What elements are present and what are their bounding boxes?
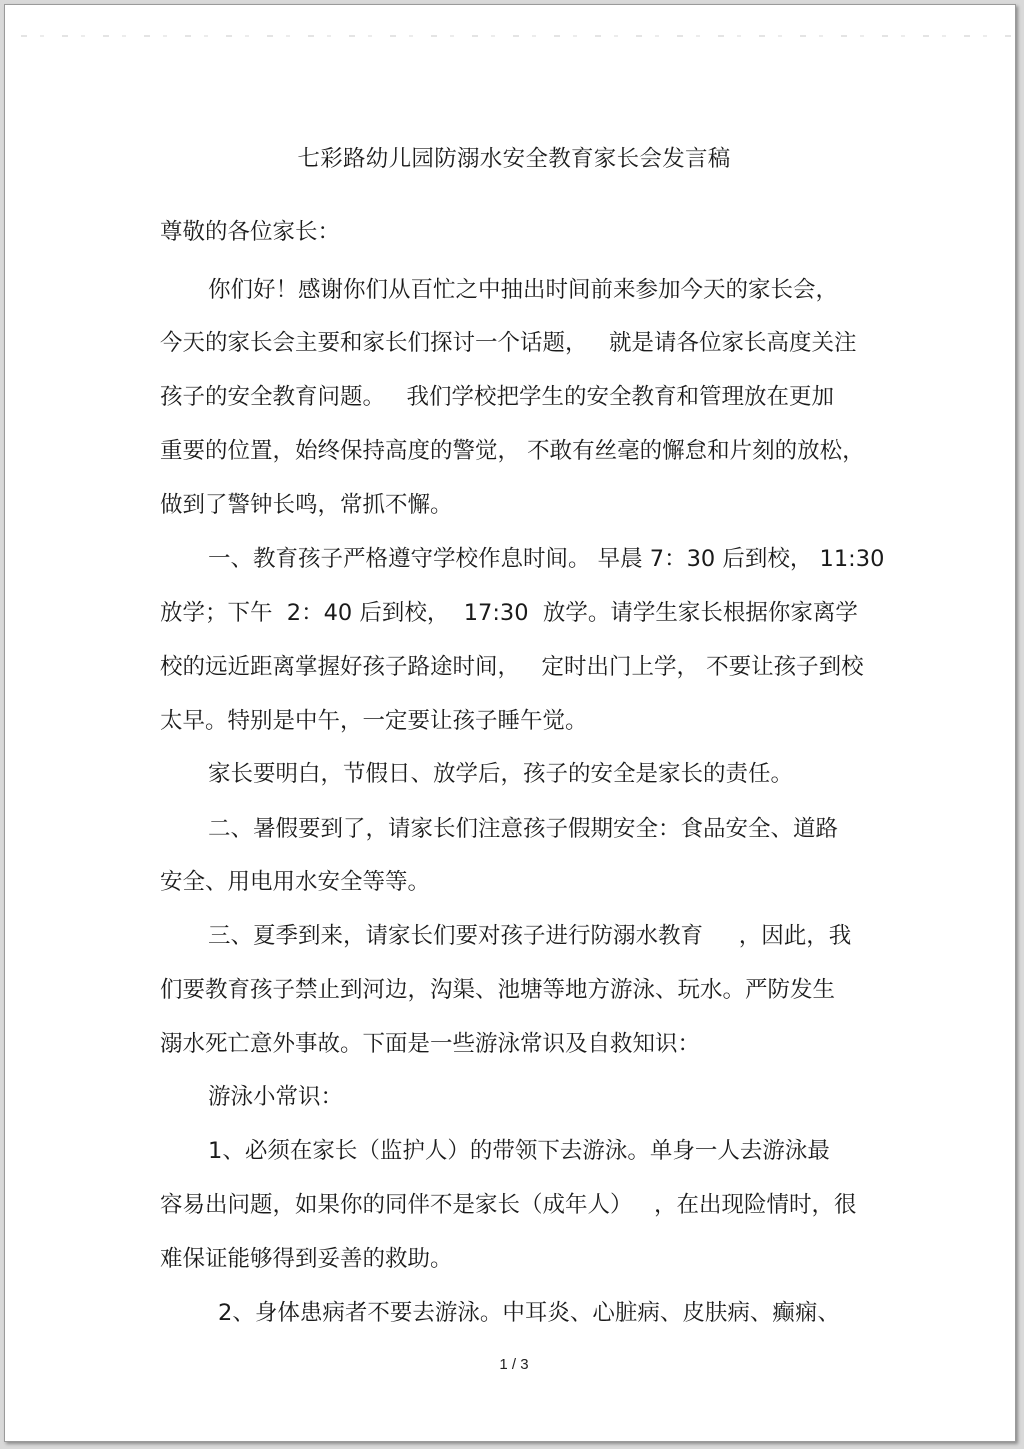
scan-artifact: [21, 35, 1011, 37]
paragraph-line: 今天的家长会主要和家长们探讨一个话题， 就是请各位家长高度关注: [160, 330, 857, 356]
paragraph-line: 太早。特别是中午，一定要让孩子睡午觉。: [160, 708, 588, 734]
document-page: [4, 4, 1016, 1442]
paragraph-line: 溺水死亡意外事故。下面是一些游泳常识及自救知识：: [160, 1031, 701, 1057]
paragraph-line: 二、暑假要到了，请家长们注意孩子假期安全：食品安全、道路: [208, 816, 839, 842]
paragraph-line: 一、教育孩子严格遵守学校作息时间。 早晨 7：30 后到校， 11:30: [208, 546, 885, 572]
paragraph-line: 家长要明白，节假日、放学后，孩子的安全是家长的责任。: [208, 761, 794, 787]
section-heading: 游泳小常识：: [208, 1084, 344, 1110]
paragraph-line: 孩子的安全教育问题。 我们学校把学生的安全教育和管理放在更加: [160, 384, 834, 410]
paragraph-line: 重要的位置，始终保持高度的警觉， 不敢有丝毫的懈怠和片刻的放松，: [160, 438, 865, 464]
paragraph-line: 做到了警钟长鸣，常抓不懈。: [160, 492, 453, 518]
page-number: 1 / 3: [499, 1356, 529, 1373]
paragraph-line: 你们好！感谢你们从百忙之中抽出时间前来参加今天的家长会，: [208, 277, 839, 303]
paragraph-line: 校的远近距离掌握好孩子路途时间， 定时出门上学， 不要让孩子到校: [160, 654, 864, 680]
paragraph-line: 难保证能够得到妥善的救助。: [160, 1246, 453, 1272]
paragraph-line: 安全、用电用水安全等等。: [160, 869, 431, 895]
paragraph-line: 三、夏季到来，请家长们要对孩子进行防溺水教育 ，因此，我: [208, 923, 852, 949]
paragraph-line: 放学；下午 2：40 后到校， 17:30 放学。请学生家长根据你家离学: [160, 600, 858, 626]
paragraph-line: 2、身体患病者不要去游泳。中耳炎、心脏病、皮肤病、癫痫、: [218, 1300, 840, 1326]
paragraph-line: 们要教育孩子禁止到河边，沟渠、池塘等地方游泳、玩水。严防发生: [160, 977, 836, 1003]
paragraph-line: 容易出问题，如果你的同伴不是家长（成年人） ，在出现险情时，很: [160, 1192, 857, 1218]
salutation: 尊敬的各位家长：: [160, 219, 341, 245]
document-title: 七彩路幼儿园防溺水安全教育家长会发言稿: [297, 146, 731, 172]
paragraph-line: 1、必须在家长（监护人）的带领下去游泳。单身一人去游泳最: [208, 1138, 830, 1164]
